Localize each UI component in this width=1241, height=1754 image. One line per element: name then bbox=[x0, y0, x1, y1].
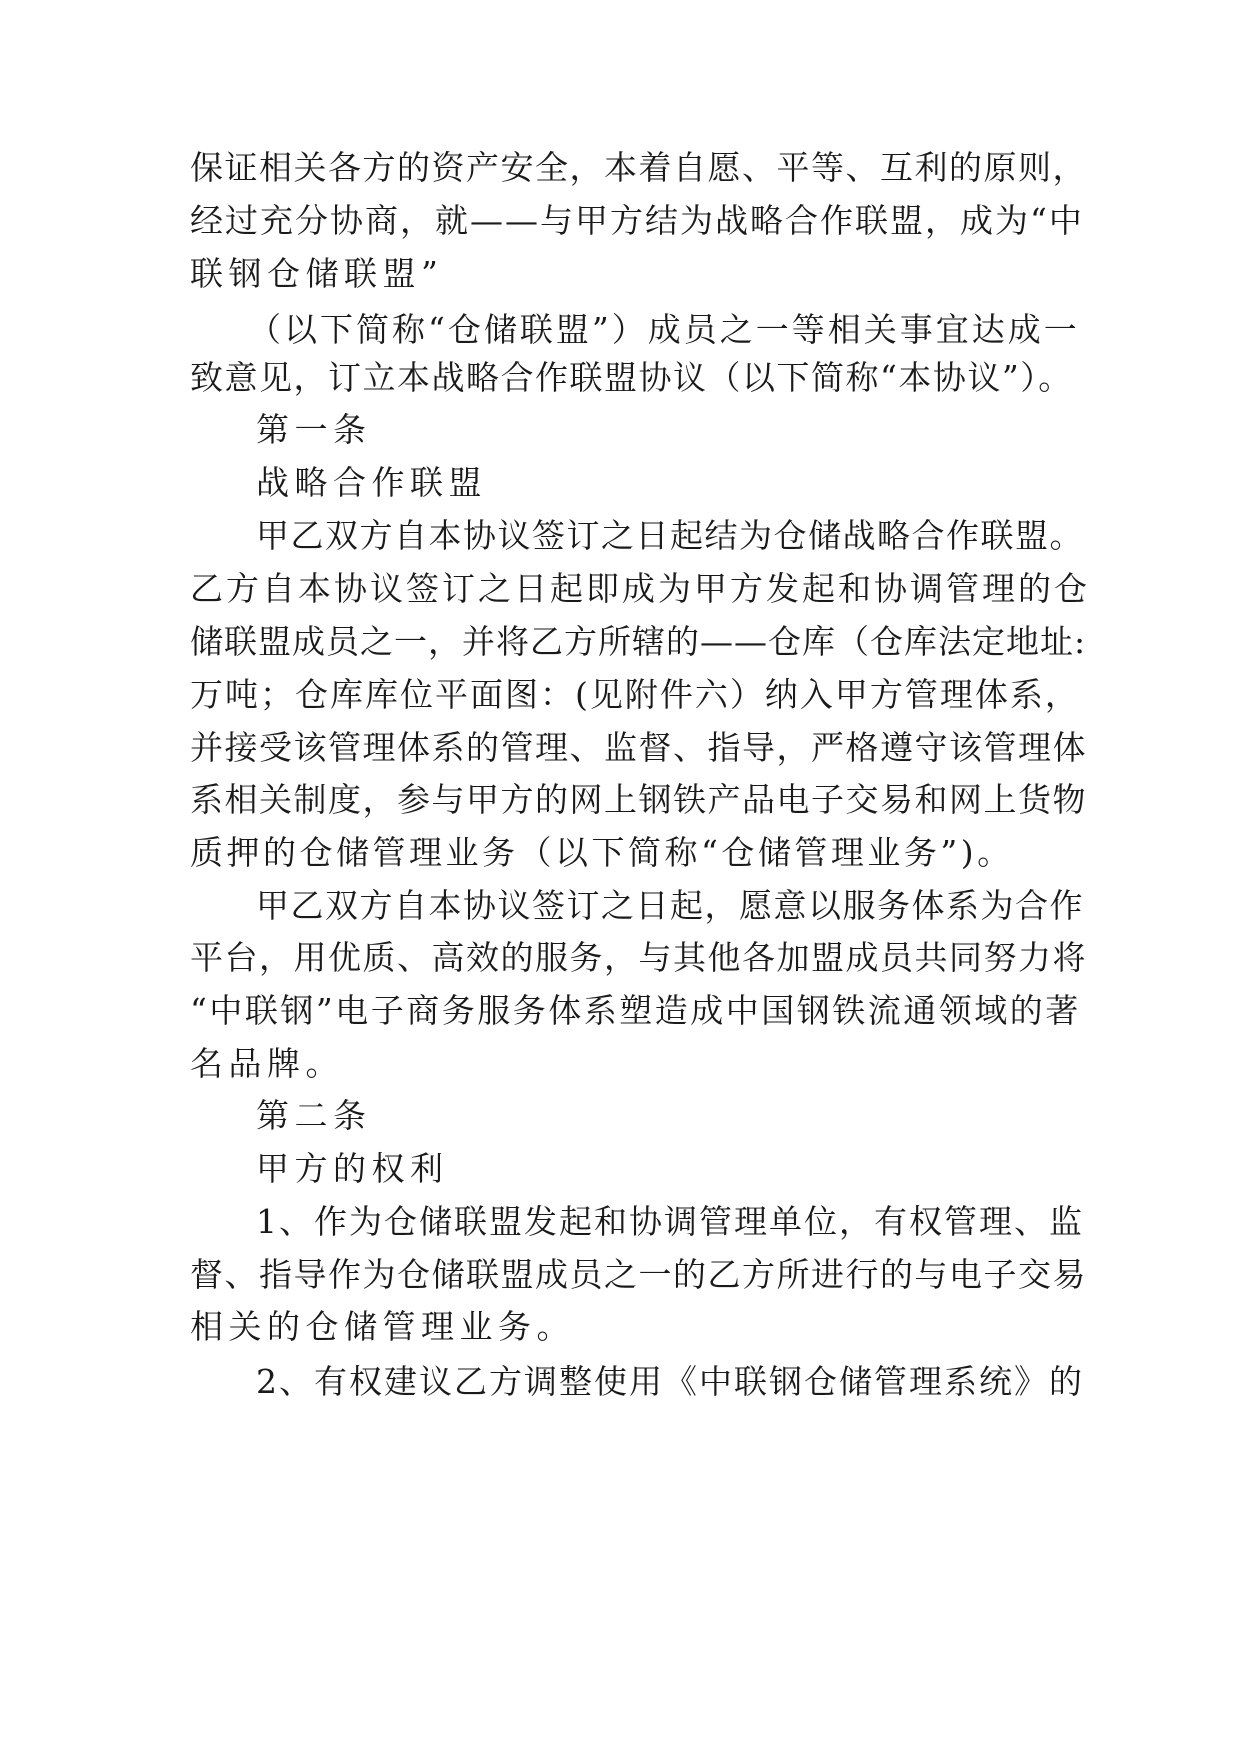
paragraph-line: 甲乙双方自本协议签订之日起，愿意以服务体系为合作 bbox=[256, 886, 1084, 925]
paragraph-line: 万吨；仓库库位平面图：(见附件六）纳入甲方管理体系， bbox=[190, 675, 1080, 714]
paragraph-line: 联钢仓储联盟” bbox=[190, 254, 444, 293]
paragraph-line: 致意见，订立本战略合作联盟协议（以下简称“本协议”）。 bbox=[190, 358, 1073, 397]
article-title: 甲方的权利 bbox=[256, 1149, 449, 1188]
paragraph-line: 储联盟成员之一，并将乙方所辖的——仓库（仓库法定地址: bbox=[190, 622, 1087, 661]
paragraph-line: 督、指导作为仓储联盟成员之一的乙方所进行的与电子交易 bbox=[190, 1255, 1087, 1294]
paragraph-line: （以下简称“仓储联盟”）成员之一等相关事宜达成一 bbox=[248, 310, 1080, 349]
list-item: 1、作为仓储联盟发起和协调管理单位，有权管理、监 bbox=[256, 1202, 1084, 1241]
list-item: 2、有权建议乙方调整使用《中联钢仓储管理系统》的 bbox=[256, 1362, 1084, 1401]
paragraph-line: 系相关制度，参与甲方的网上钢铁产品电子交易和网上货物 bbox=[190, 780, 1087, 819]
paragraph-line: 并接受该管理体系的管理、监督、指导，严格遵守该管理体 bbox=[190, 728, 1087, 767]
article-heading: 第一条 bbox=[256, 410, 372, 449]
paragraph-line: “中联钢”电子商务服务体系塑造成中国钢铁流通领域的著 bbox=[190, 991, 1081, 1030]
article-heading: 第二条 bbox=[256, 1096, 372, 1135]
paragraph-line: 经过充分协商，就——与甲方结为战略合作联盟，成为“中 bbox=[190, 201, 1084, 240]
paragraph-line: 名品牌。 bbox=[190, 1044, 344, 1083]
paragraph-line: 质押的仓储管理业务（以下简称“仓储管理业务”)。 bbox=[190, 833, 1014, 872]
paragraph-line: 相关的仓储管理业务。 bbox=[190, 1307, 575, 1346]
paragraph-line: 乙方自本协议签订之日起即成为甲方发起和协调管理的仓 bbox=[190, 569, 1090, 608]
paragraph-line: 平台，用优质、高效的服务，与其他各加盟成员共同努力将 bbox=[190, 938, 1087, 977]
paragraph-line: 保证相关各方的资产安全，本着自愿、平等、互利的原则， bbox=[190, 148, 1087, 187]
paragraph-line: 甲乙双方自本协议签订之日起结为仓储战略合作联盟。 bbox=[256, 516, 1084, 555]
article-title: 战略合作联盟 bbox=[256, 463, 487, 502]
